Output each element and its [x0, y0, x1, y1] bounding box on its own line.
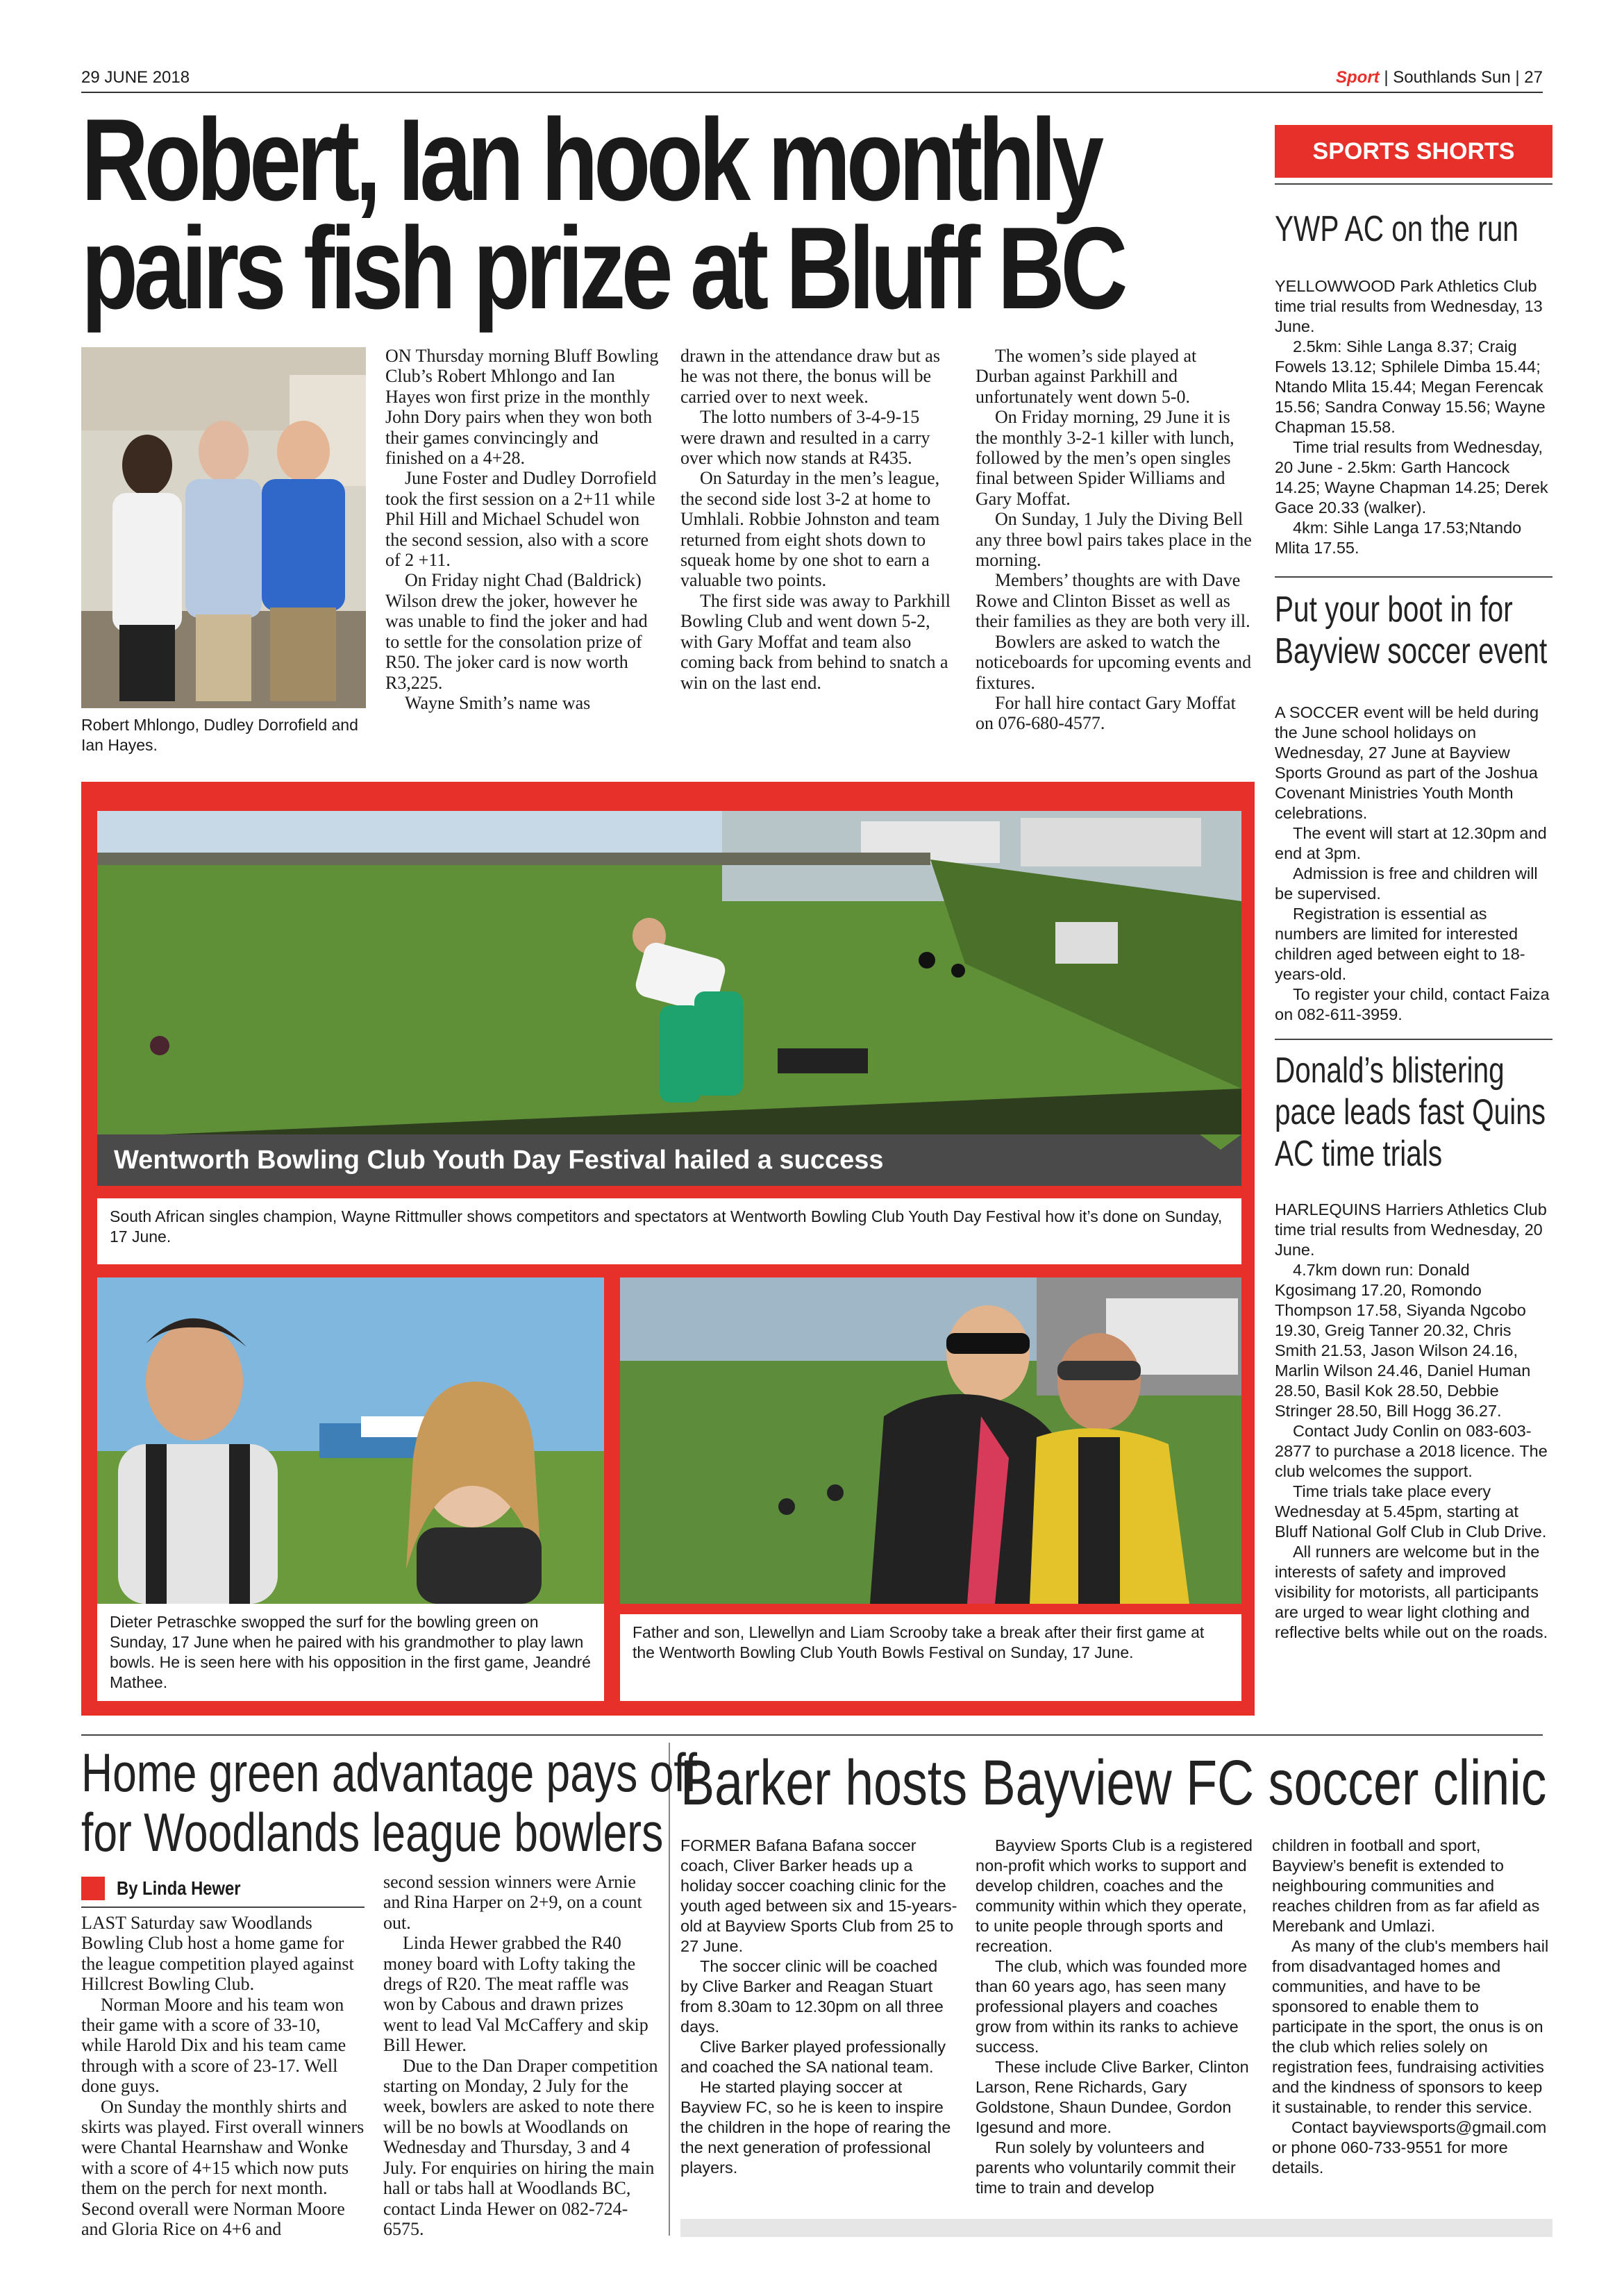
paragraph: On Saturday in the men’s league, the second side lost 3-2 at home to Umhlali. Robbie Johnston and team returned from eight shots down to squeak home by one shot to earn a valuable two points. — [680, 468, 940, 591]
woodlands-column-1 — [81, 1913, 365, 2240]
barker-column-2 — [976, 1836, 1253, 2198]
sports-shorts-banner: SPORTS SHORTS — [1275, 125, 1552, 178]
paragraph: June Foster and Dudley Dorrofield took the first session on a 2+11 while Phil Hill and Michael Schudel won the second session, also with a score of 2 +11. — [385, 468, 657, 571]
headline-line: AC time trials — [1275, 1134, 1443, 1174]
paragraph: LAST Saturday saw Woodlands Bowling Club host a home game for the league competition played against Hillcrest Bowling Club. — [81, 1913, 354, 1995]
barker-column-3 — [1272, 1836, 1552, 2178]
paragraph: As many of the club's members hail from disadvantaged homes and communities, and have to be sponsored to enable them to participate in the sport, the onus is on the club which relies solely on registration fees, fundraising activities and the kindness of sponsors to keep it sustainable, to render this service. — [1272, 1937, 1549, 2116]
paragraph: These include Clive Barker, Clinton Larson, Rene Richards, Gary Goldstone, Shaun Dundee, Gordon Igesund and more. — [976, 2058, 1249, 2136]
paper-name: | Southlands Sun | 27 — [1379, 68, 1543, 87]
page-folio — [1336, 68, 1543, 87]
quins-headline — [1275, 1050, 1546, 1175]
paragraph: HARLEQUINS Harriers Athletics Club time trial results from Wednesday, 20 June. — [1275, 1200, 1547, 1259]
paragraph: The club, which was founded more than 60 years ago, has seen many professional players and coaches grow from within its ranks to achieve success. — [976, 1957, 1248, 2056]
paragraph: 4.7km down run: Donald Kgosimang 17.20, Romondo Thompson 17.58, Siyanda Ngcobo 19.30, Greig Tanner 20.32, Chris Smith 21.53, Jason Wilson 24.16, Marlin Wilson 24.46, Daniel Human 28.50, Basil Kok 28.50, Debbie Stringer 28.50, Bill Hogg 36.27. — [1275, 1261, 1531, 1420]
headline-line-1: Robert, Ian hook monthly — [81, 94, 1100, 225]
barker-column-1 — [680, 1836, 958, 2178]
main-story-column-3 — [976, 346, 1252, 734]
paragraph: Linda Hewer grabbed the R40 money board with Lofty taking the dregs of R20. The meat raffle was won by Cabous and drawn prizes went to lead Val McCaffery and skip Bill Hewer. — [383, 1933, 648, 2056]
paragraph: The first side was away to Parkhill Bowling Club and went down 5-2, with Gary Moffat and team also coming back from behind to snatch a win on the last end. — [680, 590, 951, 693]
right-photo-caption: Father and son, Llewellyn and Liam Scrooby take a break after their first game at the Wentworth Bowling Club Youth Bowls Festival on Sunday, 17 June. — [620, 1614, 1241, 1701]
paragraph: Bowlers are asked to watch the noticeboards for upcoming events and fixtures. — [976, 631, 1252, 693]
paragraph: Due to the Dan Draper competition starting on Monday, 2 July for the week, bowlers are asked to note there will be no bowls at Woodlands on Wednesday and Thursday, 3 and 4 July. For enquiries on hiring the main hall or tabs hall at Woodlands BC, contact Linda Hewer on 082-724-6575. — [383, 2055, 658, 2239]
barker-headline: Barker hosts Bayview FC soccer clinic — [680, 1748, 1547, 1818]
paragraph: Clive Barker played professionally and coached the SA national team. — [680, 2038, 946, 2076]
paragraph: Registration is essential as numbers are limited for interested children aged between eight to 18-years-old. — [1275, 905, 1525, 983]
woodlands-headline — [81, 1743, 697, 1862]
paragraph: The soccer clinic will be coached by Clive Barker and Reagan Stuart from 8.30am to 12.30pm on all three days. — [680, 1957, 944, 2036]
paragraph: Members’ thoughts are with Dave Rowe and Clinton Bisset as well as their families as they are both very ill. — [976, 570, 1250, 632]
main-story-column-1 — [385, 346, 660, 713]
section-name: Sport — [1336, 68, 1380, 87]
feature-title-bar: Wentworth Bowling Club Youth Day Festival hailed a success — [97, 1134, 1241, 1186]
paragraph: The lotto numbers of 3-4-9-15 were drawn and resulted in a carry over which now stands at R435. — [680, 407, 930, 469]
bayview-event-headline — [1275, 589, 1547, 672]
headline-line: Home green advantage pays off — [81, 1742, 697, 1803]
paragraph: On Sunday the monthly shirts and skirts was played. First overall winners were Chantal Hearnshaw and Wonke with a score of 4+15 which now puts them on the perch for next month. Second overall were Norman Moore and Gloria Rice on 4+6 and — [81, 2096, 365, 2240]
paragraph: All runners are welcome but in the interests of safety and improved visibility for motorists, all participants are urged to wear light clothing and reflective belts while out on the roads. — [1275, 1543, 1548, 1641]
paragraph: Contact Judy Conlin on 083-603-2877 to purchase a 2018 licence. The club welcomes the support. — [1275, 1422, 1548, 1480]
paragraph: Time trials take place every Wednesday at 5.45pm, starting at Bluff National Golf Club in Club Drive. — [1275, 1482, 1547, 1541]
title-bar-notch — [1200, 1134, 1241, 1150]
paragraph: On Friday morning, 29 June it is the monthly 3-2-1 killer with lunch, followed by the men’s open singles final between Spider Williams and Gary Moffat. — [976, 407, 1234, 509]
quins-story — [1275, 1200, 1552, 1643]
bowling-green-photo — [97, 811, 1241, 1186]
paragraph: For hall hire contact Gary Moffat on 076-680-4577. — [976, 692, 1236, 734]
paragraph: drawn in the attendance draw but as he was not there, the bonus will be carried over to next week. — [680, 346, 940, 407]
paragraph: Time trial results from Wednesday, 20 June - 2.5km: Garth Hancock 14.25; Wayne Chapman 14.25; Derek Gace 20.33 (walker). — [1275, 438, 1548, 517]
byline: By Linda Hewer — [117, 1877, 241, 1899]
main-headline — [81, 94, 1123, 333]
bottom-section-rule — [81, 1734, 1543, 1736]
headline-line: Donald’s blistering — [1275, 1050, 1505, 1091]
headline-line-2: pairs fish prize at Bluff BC — [81, 203, 1123, 333]
father-and-son-photo — [620, 1277, 1241, 1604]
paragraph: ON Thursday morning Bluff Bowling Club’s Robert Mhlongo and Ian Hayes won first prize in the monthly John Dory pairs when they won both their games convincingly and finished on a 4+28. — [385, 346, 659, 469]
woodlands-column-2 — [383, 1872, 661, 2239]
paragraph: YELLOWWOOD Park Athletics Club time trial results from Wednesday, 13 June. — [1275, 277, 1543, 335]
paragraph: He started playing soccer at Bayview FC, so he is keen to inspire the children in the hope of rearing the the next generation of professional players. — [680, 2078, 951, 2177]
bayview-event-story — [1275, 703, 1552, 1025]
surfer-and-opponent-photo — [97, 1277, 604, 1604]
paragraph: Wayne Smith’s name was — [405, 692, 591, 713]
paragraph: Admission is free and children will be supervised. — [1275, 864, 1538, 903]
main-photo-caption: South African singles champion, Wayne Rittmuller shows competitors and spectators at Wentworth Bowling Club Youth Day Festival how it’s done on Sunday, 17 June. — [97, 1198, 1241, 1264]
paragraph: The women’s side played at Durban against Parkhill and unfortunately went down 5-0. — [976, 346, 1197, 407]
bluff-photo-caption: Robert Mhlongo, Dudley Dorrofield and Ian Hayes. — [81, 716, 358, 754]
paragraph: Run solely by volunteers and parents who voluntarily commit their time to train and develop — [976, 2138, 1236, 2197]
ywp-story — [1275, 276, 1552, 558]
paragraph: FORMER Bafana Bafana soccer coach, Cliver Barker heads up a holiday soccer coaching clinic for the youth aged between six and 15-years-old at Bayview Sports Club from 25 to 27 June. — [680, 1836, 957, 1955]
headline-line: pace leads fast Quins — [1275, 1092, 1546, 1132]
left-photo-caption: Dieter Petraschke swopped the surf for the bowling green on Sunday, 17 June when he paired with his grandmother to play lawn bowls. He is seen here with his opposition in the first game, Jeandré Mathee. — [97, 1604, 604, 1701]
paragraph: second session winners were Arnie and Rina Harper on 2+9, on a count out. — [383, 1872, 642, 1933]
paragraph: 2.5km: Sihle Langa 8.37; Craig Fowels 13.12; Sphilele Dimba 15.44; Ntando Mlita 15.44; Megan Ferencak 15.56; Sandra Conway 15.56; Wayne Chapman 15.58. — [1275, 337, 1546, 436]
issue-date: 29 JUNE 2018 — [81, 68, 190, 87]
paragraph: On Friday night Chad (Baldrick) Wilson drew the joker, however he was unable to find the joker and had to settle for the consolation prize of R50. The joker card is now worth R3,225. — [385, 570, 648, 693]
header-rule — [81, 92, 1543, 93]
paragraph: Norman Moore and his team won their game with a score of 33-10, while Harold Dix and his team came through with a score of 23-17. Well done guys. — [81, 1994, 346, 2097]
headline-line: Bayview soccer event — [1275, 631, 1548, 671]
paragraph: On Sunday, 1 July the Diving Bell any three bowl pairs takes place in the morning. — [976, 509, 1252, 571]
paragraph: children in football and sport, Bayview’s benefit is extended to neighbouring communities and reaches children from as far afield as Merebank and Umlazi. — [1272, 1836, 1540, 1935]
sidebar-rule — [1275, 1039, 1552, 1040]
ywp-headline: YWP AC on the run — [1275, 209, 1518, 249]
paragraph: Contact bayviewsports@gmail.com or phone 060-733-9551 for more details. — [1272, 2118, 1547, 2177]
bluff-trio-photo — [81, 347, 366, 708]
paragraph: Bayview Sports Club is a registered non-profit which works to support and develop children, coaches and the community within which they operate, to unite people through sports and recreation. — [976, 1836, 1253, 1955]
headline-line: for Woodlands league bowlers — [81, 1802, 664, 1863]
byline-rule — [81, 1907, 365, 1908]
headline-line: Put your boot in for — [1275, 589, 1513, 630]
main-story-column-2 — [680, 346, 955, 693]
paragraph: 4km: Sihle Langa 17.53;Ntando Mlita 17.55. — [1275, 519, 1522, 557]
byline-marker — [81, 1877, 105, 1900]
paragraph: The event will start at 12.30pm and end at 3pm. — [1275, 824, 1547, 862]
paragraph: To register your child, contact Faiza on 082-611-3959. — [1275, 985, 1550, 1023]
sidebar-rule — [1275, 183, 1552, 185]
paragraph: A SOCCER event will be held during the June school holidays on Wednesday, 27 June at Bayview Sports Ground as part of the Joshua Covenant Ministries Youth Month celebrations. — [1275, 703, 1539, 822]
sidebar-rule — [1275, 576, 1552, 578]
barker-footer-strip — [680, 2219, 1552, 2237]
